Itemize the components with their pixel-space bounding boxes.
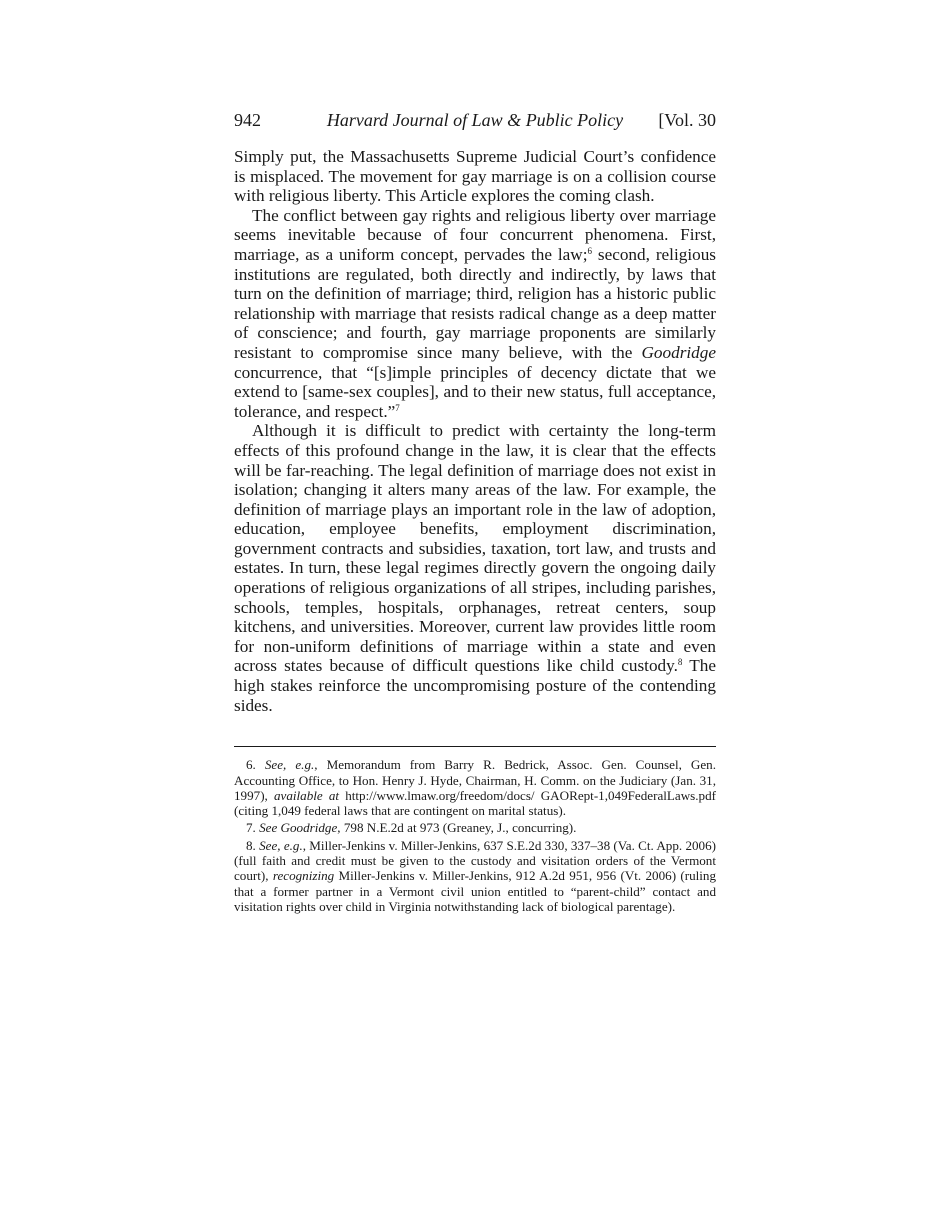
journal-title: Harvard Journal of Law & Public Policy	[326, 110, 624, 130]
footnote-6	[234, 757, 716, 818]
footnote-6-text-b: http://www.lmaw.org/freedom/docs/ GAORept-1,049FederalLaws.pdf (citing 1,049 federal laws that are contingent on marital status).	[234, 787, 716, 819]
paragraph-2	[234, 206, 716, 422]
paragraph-2-text-b: second, religious institutions are regulated, both directly and indirectly, by laws that turn on the definition of marriage; third, religion has a historic public relationship with marriage that resists radical change as a deep matter of conscience; and fourth, gay marriage proponents are similarly resistant to compromise since many believe, with the	[234, 244, 716, 362]
footnote-8-signal: See, e.g.	[259, 837, 303, 853]
volume-label: [Vol. 30	[658, 110, 716, 130]
footnote-6-number: 6.	[246, 757, 256, 773]
paragraph-2-text-c: concurrence, that “[s]imple principles of decency dictate that we extend to [same-sex couples], and to their new status, full acceptance, tolerance, and respect.”	[234, 362, 716, 421]
footnote-ref-6[interactable]: 6	[587, 245, 592, 256]
paragraph-3	[234, 421, 716, 715]
running-head	[234, 107, 716, 133]
paragraph-2-text-a: The conflict between gay rights and religious liberty over marriage seems inevitable because of four concurrent phenomena. First, marriage, as a uniform concept, pervades the law;	[234, 205, 716, 264]
footnote-8-recognizing: recognizing	[272, 868, 335, 884]
journal-page	[234, 107, 716, 916]
footnote-8-text-b: Miller-Jenkins v. Miller-Jenkins, 912 A.2d 951, 956 (Vt. 2006) (ruling that a former partner in a Vermont civil union entitled to “parent-child” contact and visitation rights over child in Virginia notwithstanding lack of biological parentage).	[234, 868, 717, 914]
article-body	[234, 147, 716, 715]
page-number: 942	[234, 110, 261, 130]
case-name-goodridge: Goodridge	[641, 342, 716, 362]
footnote-7	[234, 820, 716, 835]
footnote-7-text: , 798 N.E.2d at 973 (Greaney, J., concurring).	[337, 820, 577, 836]
paragraph-1: Simply put, the Massachusetts Supreme Judicial Court’s confidence is misplaced. The movement for gay marriage is on a collision course with religious liberty. This Article explores the coming clash.	[234, 147, 716, 206]
footnote-8-text-a: , Miller-Jenkins v. Miller-Jenkins, 637 S.E.2d 330, 337–38 (Va. Ct. App. 2006) (full faith and credit must be given to the custody and visitation orders of the Vermont court),	[234, 837, 716, 884]
paragraph-3-text-a: Although it is difficult to predict with certainty the long-term effects of this profound change in the law, it is clear that the effects will be far-reaching. The legal definition of marriage does not exist in isolation; changing it alters many areas of the law. For example, the definition of marriage plays an important role in the law of adoption, education, employee benefits, employment discrimination, government contracts and subsidies, taxation, tort law, and trusts and estates. In turn, these legal regimes directly govern the ongoing daily operations of religious organizations of all stripes, including parishes, schools, temples, hospitals, orphanages, retreat centers, soup kitchens, and universities. Moreover, current law provides little room for non-uniform definitions of marriage within a state and even across states because of difficult questions like child custody.	[234, 421, 716, 676]
footnote-6-text-a: , Memorandum from Barry R. Bedrick, Assoc. Gen. Counsel, Gen. Accounting Office, to Hon. Henry J. Hyde, Chairman, H. Comm. on the Judiciary (Jan. 31, 1997),	[234, 757, 716, 803]
footnote-8-number: 8.	[246, 837, 256, 853]
footnote-6-available-at: available at	[273, 787, 340, 803]
footnotes	[234, 757, 716, 914]
footnote-ref-8[interactable]: 8	[677, 657, 683, 668]
footnote-8	[234, 838, 716, 914]
footnote-divider	[234, 746, 716, 747]
footnote-ref-7[interactable]: 7	[395, 402, 400, 413]
footnote-6-signal: See, e.g.	[264, 757, 315, 773]
paragraph-3-text-b: The high stakes reinforce the uncompromising posture of the contending sides.	[234, 656, 716, 715]
footnote-7-signal: See Goodridge	[259, 820, 338, 836]
footnote-7-number: 7.	[246, 820, 256, 836]
